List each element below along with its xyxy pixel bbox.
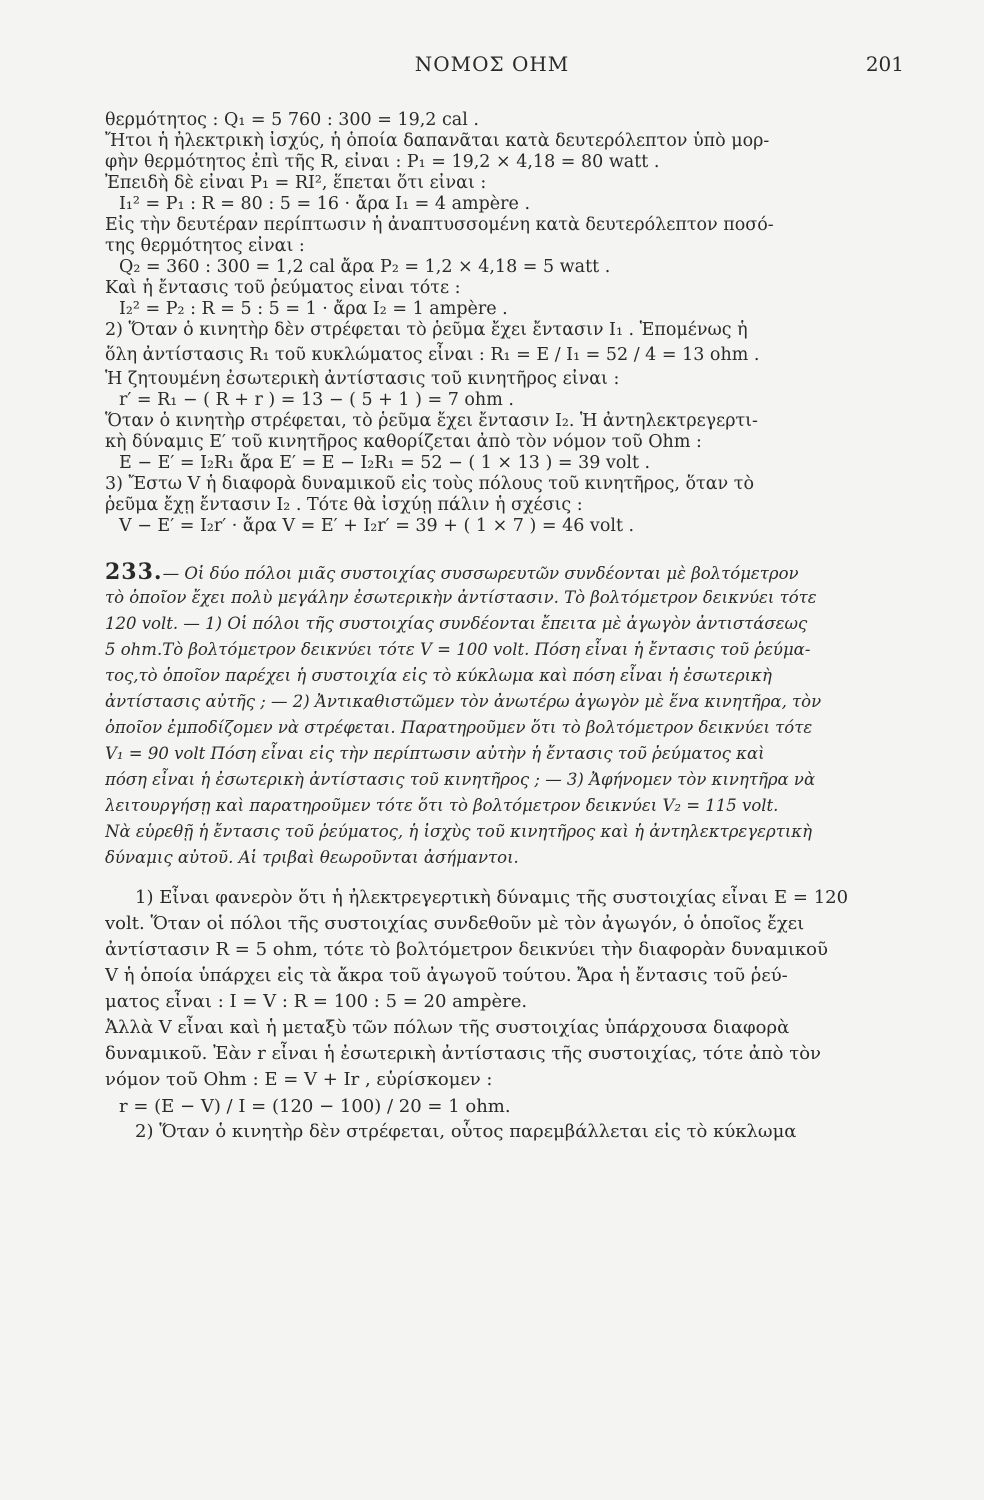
solution-line: ματος εἶναι : I = V : R = 100 : 5 = 20 ampère.	[105, 991, 528, 1012]
text-line: κὴ δύναμις E′ τοῦ κινητῆρος καθορίζεται ἀπὸ τὸν νόμον τοῦ Ohm :	[105, 432, 702, 452]
equation-line: Q₂ = 360 : 300 = 1,2 cal ἄρα P₂ = 1,2 × 4,18 = 5 watt .	[119, 257, 611, 277]
equation-line: V − E′ = I₂r′ · ἄρα V = E′ + I₂r′ = 39 + ( 1 × 7 ) = 46 volt .	[119, 516, 635, 536]
text-line: Εἰς τὴν δευτέραν περίπτωσιν ἡ ἀναπτυσσομένη κατὰ δευτερόλεπτον ποσό-	[105, 215, 774, 235]
solution-line: V ἡ ὁποία ὑπάρχει εἰς τὰ ἄκρα τοῦ ἀγωγοῦ τούτου. Ἄρα ἡ ἔντασις τοῦ ῥεύ-	[105, 965, 788, 986]
problem-line: πόση εἶναι ἡ ἐσωτερικὴ ἀντίστασις τοῦ κινητῆρος ; — 3) Ἀφήνομεν τὸν κινητῆρα νὰ	[105, 770, 816, 789]
text-line: Ἤτοι ἡ ἠλεκτρικὴ ἰσχύς, ἡ ὁποία δαπανᾶται κατὰ δευτερόλεπτον ὑπὸ μορ-	[105, 131, 770, 151]
text-line: της θερμότητος εἶναι :	[105, 236, 305, 256]
solution-line: 2) Ὅταν ὁ κινητὴρ δὲν στρέφεται, οὗτος παρεμβάλλεται εἰς τὸ κύκλωμα	[135, 1121, 797, 1142]
problem-number: 233.	[105, 559, 163, 585]
equation-line: r′ = R₁ − ( R + r ) = 13 − ( 5 + 1 ) = 7 ohm .	[119, 390, 514, 410]
solution-line: volt. Ὅταν οἱ πόλοι τῆς συστοιχίας συνδεθοῦν μὲ τὸν ἀγωγόν, ὁ ὁποῖος ἔχει	[105, 913, 805, 934]
problem-line: τὸ ὁποῖον ἔχει πολὺ μεγάλην ἐσωτερικὴν ἀντίστασιν. Τὸ βολτόμετρον δεικνύει τότε	[105, 588, 817, 607]
text-line: 3) Ἔστω V ἡ διαφορὰ δυναμικοῦ εἰς τοὺς πόλους τοῦ κινητῆρος, ὅταν τὸ	[105, 474, 754, 494]
text-line: ῥεῦμα ἔχῃ ἔντασιν I₂ . Τότε θὰ ἰσχύῃ πάλιν ἡ σχέσις :	[105, 495, 583, 515]
problem-line: δύναμις αὐτοῦ. Αἱ τριβαὶ θεωροῦνται ἀσήμαντοι.	[105, 848, 519, 867]
text-line: 2) Ὅταν ὁ κινητὴρ δὲν στρέφεται τὸ ῥεῦμα ἔχει ἔντασιν I₁ . Ἑπομένως ἡ	[105, 320, 748, 340]
page-body	[105, 110, 935, 1145]
equation-line: I₁² = P₁ : R = 80 : 5 = 16 · ἄρα I₁ = 4 ampère .	[119, 194, 531, 214]
problem-line: ἀντίστασις αὐτῆς ; — 2) Ἀντικαθιστῶμεν τὸν ἀνωτέρω ἀγωγὸν μὲ ἕνα κινητῆρα, τὸν	[105, 692, 822, 711]
text-line: Ἡ ζητουμένη ἐσωτερικὴ ἀντίστασις τοῦ κινητῆρος εἶναι :	[105, 369, 620, 389]
equation-line: I₂² = P₂ : R = 5 : 5 = 1 · ἄρα I₂ = 1 ampère .	[119, 299, 508, 319]
problem-text: — Οἱ δύο πόλοι μιᾶς συστοιχίας συσσωρευτῶν συνδέονται μὲ βολτόμετρον	[162, 564, 799, 583]
running-title: ΝΟΜΟΣ ΟΗΜ	[414, 52, 570, 76]
solution-line: ἀντίστασιν R = 5 ohm, τότε τὸ βολτόμετρον δεικνύει τὴν διαφορὰν δυναμικοῦ	[105, 939, 828, 960]
solution-continuation	[105, 110, 935, 537]
solution-line: δυναμικοῦ. Ἐὰν r εἶναι ἡ ἐσωτερικὴ ἀντίστασις τῆς συστοιχίας, τότε ἀπὸ τὸν	[105, 1043, 821, 1064]
page-header	[0, 48, 984, 78]
solution-line: 1) Εἶναι φανερὸν ὅτι ἡ ἠλεκτρεγερτικὴ δύναμις τῆς συστοιχίας εἶναι E = 120	[135, 887, 849, 908]
text-line: Ἐπειδὴ δὲ εἶναι P₁ = RI², ἕπεται ὅτι εἶναι :	[105, 173, 487, 193]
text-line: Ὅταν ὁ κινητὴρ στρέφεται, τὸ ῥεῦμα ἔχει ἔντασιν I₂. Ἡ ἀντηλεκτρεγερτι-	[105, 411, 758, 431]
problem-line: λειτουργήσῃ καὶ παρατηροῦμεν τότε ὅτι τὸ βολτόμετρον δεικνύει V₂ = 115 volt.	[105, 796, 779, 815]
solution-line: νόμον τοῦ Ohm : E = V + Ir , εὑρίσκομεν :	[105, 1069, 493, 1090]
solution-233	[105, 885, 935, 1145]
problem-line: Νὰ εὑρεθῇ ἡ ἔντασις τοῦ ῥεύματος, ἡ ἰσχὺς τοῦ κινητῆρος καὶ ἡ ἀντηλεκτρεγερτικὴ	[105, 822, 812, 841]
solution-line: Ἀλλὰ V εἶναι καὶ ἡ μεταξὺ τῶν πόλων τῆς συστοιχίας ὑπάρχουσα διαφορὰ	[105, 1017, 790, 1038]
problem-line: τος,τὸ ὁποῖον παρέχει ἡ συστοιχία εἰς τὸ κύκλωμα καὶ πόση εἶναι ἡ ἐσωτερικὴ	[105, 666, 772, 685]
problem-line	[105, 559, 935, 585]
equation-line: ὅλη ἀντίστασις R₁ τοῦ κυκλώματος εἶναι : R₁ = E / I₁ = 52 / 4 = 13 ohm .	[105, 345, 760, 365]
problem-line: V₁ = 90 volt Πόση εἶναι εἰς τὴν περίπτωσιν αὐτὴν ἡ ἔντασις τοῦ ῥεύματος καὶ	[105, 744, 765, 763]
problem-233	[105, 559, 935, 871]
equation-line: r = (E − V) / I = (120 − 100) / 20 = 1 ohm.	[119, 1096, 511, 1117]
equation-line: E − E′ = I₂R₁ ἄρα E′ = E − I₂R₁ = 52 − ( 1 × 13 ) = 39 volt .	[119, 453, 651, 473]
text-line: θερμότητος : Q₁ = 5 760 : 300 = 19,2 cal .	[105, 110, 479, 130]
problem-line: 120 volt. — 1) Οἱ πόλοι τῆς συστοιχίας συνδέονται ἔπειτα μὲ ἀγωγὸν ἀντιστάσεως	[105, 614, 808, 633]
problem-line: 5 ohm.Τὸ βολτόμετρον δεικνύει τότε V = 100 volt. Πόση εἶναι ἡ ἔντασις τοῦ ῥεύμα-	[105, 640, 811, 659]
text-line: φὴν θερμότητος ἐπὶ τῆς R, εἶναι : P₁ = 19,2 × 4,18 = 80 watt .	[105, 152, 660, 172]
page-number: 201	[865, 52, 904, 76]
text-line: Καὶ ἡ ἔντασις τοῦ ῥεύματος εἶναι τότε :	[105, 278, 461, 298]
problem-line: ὁποῖον ἐμποδίζομεν νὰ στρέφεται. Παρατηροῦμεν ὅτι τὸ βολτόμετρον δεικνύει τότε	[105, 718, 813, 737]
